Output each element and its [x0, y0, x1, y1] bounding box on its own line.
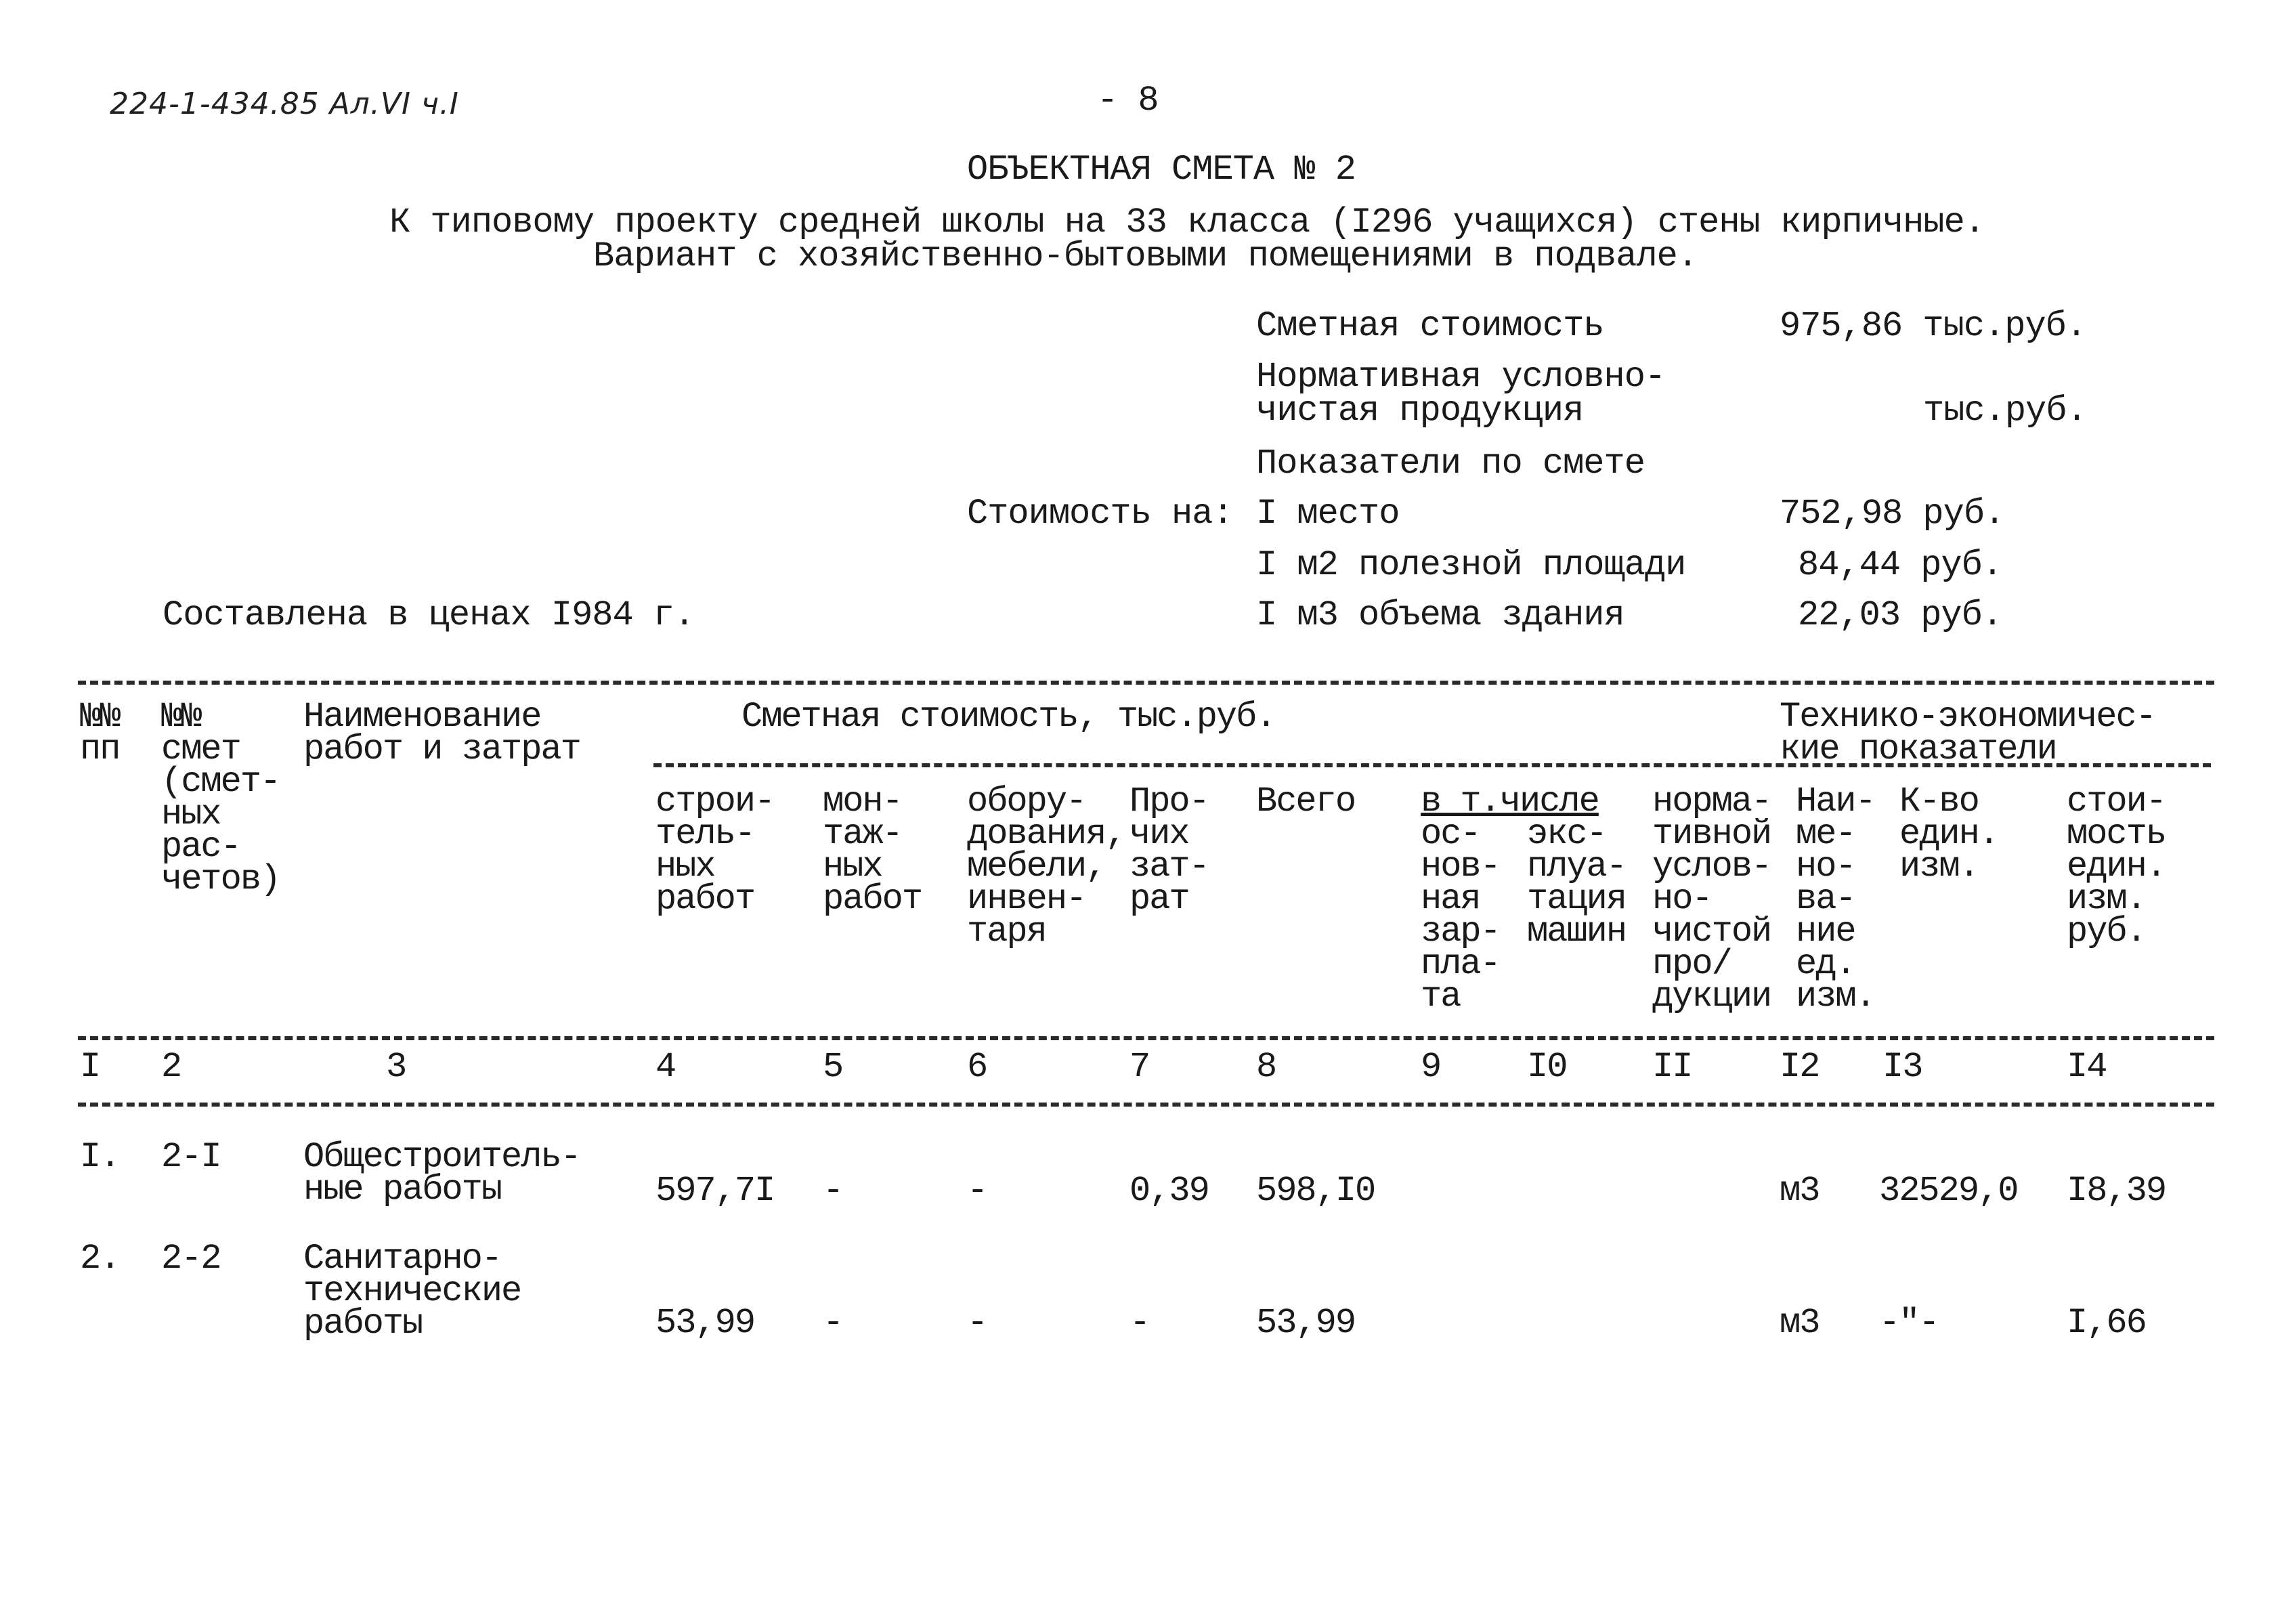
header-machine-operation: экс- плуа- тация машин: [1527, 814, 1627, 952]
header-unit-quantity: К-во един. изм.: [1899, 782, 1999, 886]
row-construction-cost: 53,99: [655, 1303, 755, 1343]
cost-per-place-label: I место: [1256, 494, 1400, 534]
normative-product-label-1: Нормативная условно-: [1256, 357, 1666, 397]
row-construction-cost: 597,7I: [655, 1171, 775, 1211]
row-equipment-cost: -: [967, 1171, 987, 1211]
column-number: 6: [967, 1047, 987, 1087]
column-number: 5: [823, 1047, 843, 1087]
column-number: I2: [1780, 1047, 1820, 1087]
row-total-cost: 53,99: [1256, 1303, 1356, 1343]
row-equipment-cost: -: [967, 1303, 987, 1343]
indicators-label: Показатели по смете: [1256, 444, 1645, 484]
page-number: - 8: [1097, 81, 1159, 121]
row-total-cost: 598,I0: [1256, 1171, 1375, 1211]
row-unit-quantity: 32529,0: [1879, 1171, 2018, 1211]
cost-per-area-value: 84,44 руб.: [1798, 545, 2003, 585]
table-header-rule: [78, 1036, 2214, 1040]
cost-per-place-value: 752,98 руб.: [1780, 494, 2005, 534]
estimated-cost-value: 975,86 тыс.руб.: [1780, 306, 2087, 346]
row-work-name: Санитарно- технические работы: [303, 1239, 521, 1344]
column-number: 7: [1129, 1047, 1150, 1087]
header-base-salary: ос- нов- ная зар- пла- та: [1421, 814, 1500, 1017]
row-unit-cost: I8,39: [2067, 1171, 2166, 1211]
cost-per-volume-label: I м3 объема здания: [1256, 595, 1624, 635]
header-equipment: обору- дования, мебели, инвен- таря: [967, 782, 1125, 952]
document-code: 224-1-434.85 Ал.VI ч.I: [110, 87, 459, 121]
column-number: 4: [655, 1047, 676, 1087]
column-number: II: [1652, 1047, 1692, 1087]
normative-product-unit: тыс.руб.: [1923, 391, 2087, 431]
document-subtitle-line-2: Вариант с хозяйственно-бытовыми помещениями в подвале.: [593, 236, 1698, 276]
row-other-cost: -: [1129, 1303, 1150, 1343]
table-numbering-rule: [78, 1103, 2214, 1107]
document-title: ОБЪЕКТНАЯ СМЕТА № 2: [967, 150, 1356, 190]
header-work-name: Наименование работ и затрат: [303, 697, 580, 769]
normative-product-label-2: чистая продукция: [1256, 391, 1584, 431]
prices-note: Составлена в ценах I984 г.: [163, 595, 695, 635]
row-other-cost: 0,39: [1129, 1171, 1209, 1211]
header-unit-name: Наи- ме- но- ва- ние ед. изм.: [1796, 782, 1875, 1017]
column-number: I: [80, 1047, 100, 1087]
table-top-rule: [78, 681, 2214, 685]
column-number: 8: [1256, 1047, 1276, 1087]
cost-per-area-label: I м2 полезной площади: [1256, 545, 1686, 585]
header-other-costs: Про- чих зат- рат: [1129, 782, 1209, 919]
header-normative-product: норма- тивной услов- но- чистой про/ дукции: [1652, 782, 1771, 1017]
row-work-name: Общестроитель- ные работы: [303, 1137, 580, 1210]
column-number: I0: [1527, 1047, 1567, 1087]
header-row-number: №№ пп: [80, 697, 120, 769]
header-installation-works: мон- таж- ных работ: [823, 782, 922, 919]
row-installation-cost: -: [823, 1303, 843, 1343]
row-estimate-code: 2-2: [161, 1239, 221, 1279]
row-unit-name: м3: [1780, 1171, 1820, 1211]
header-including: в т.числе: [1421, 782, 1599, 821]
estimated-cost-label: Сметная стоимость: [1256, 306, 1604, 346]
row-installation-cost: -: [823, 1171, 843, 1211]
header-unit-cost: стои- мость един. изм. руб.: [2067, 782, 2166, 952]
header-group-estimated-cost: Сметная стоимость, тыс.руб.: [741, 697, 1276, 737]
document-subtitle-line-1: К типовому проекту средней школы на 33 класса (I296 учащихся) стены кирпичные.: [389, 202, 1985, 242]
row-unit-name: м3: [1780, 1303, 1820, 1343]
cost-per-volume-value: 22,03 руб.: [1798, 595, 2003, 635]
header-estimate-number: №№ смет (смет- ных рас- четов): [161, 697, 280, 899]
column-number: 2: [161, 1047, 181, 1087]
column-number: 3: [386, 1047, 406, 1087]
row-unit-cost: I,66: [2067, 1303, 2146, 1343]
column-number: I3: [1882, 1047, 1922, 1087]
row-unit-quantity: -"-: [1879, 1303, 1939, 1343]
row-number: 2.: [80, 1239, 120, 1279]
header-group-tech-indicators: Технико-экономичес- кие показатели: [1780, 697, 2155, 769]
row-estimate-code: 2-I: [161, 1137, 221, 1177]
header-construction-works: строи- тель- ных работ: [655, 782, 775, 919]
column-number: 9: [1421, 1047, 1441, 1087]
header-total: Всего: [1256, 782, 1356, 821]
cost-per-label: Стоимость на:: [967, 494, 1233, 534]
row-number: I.: [80, 1137, 120, 1177]
column-number: I4: [2067, 1047, 2107, 1087]
